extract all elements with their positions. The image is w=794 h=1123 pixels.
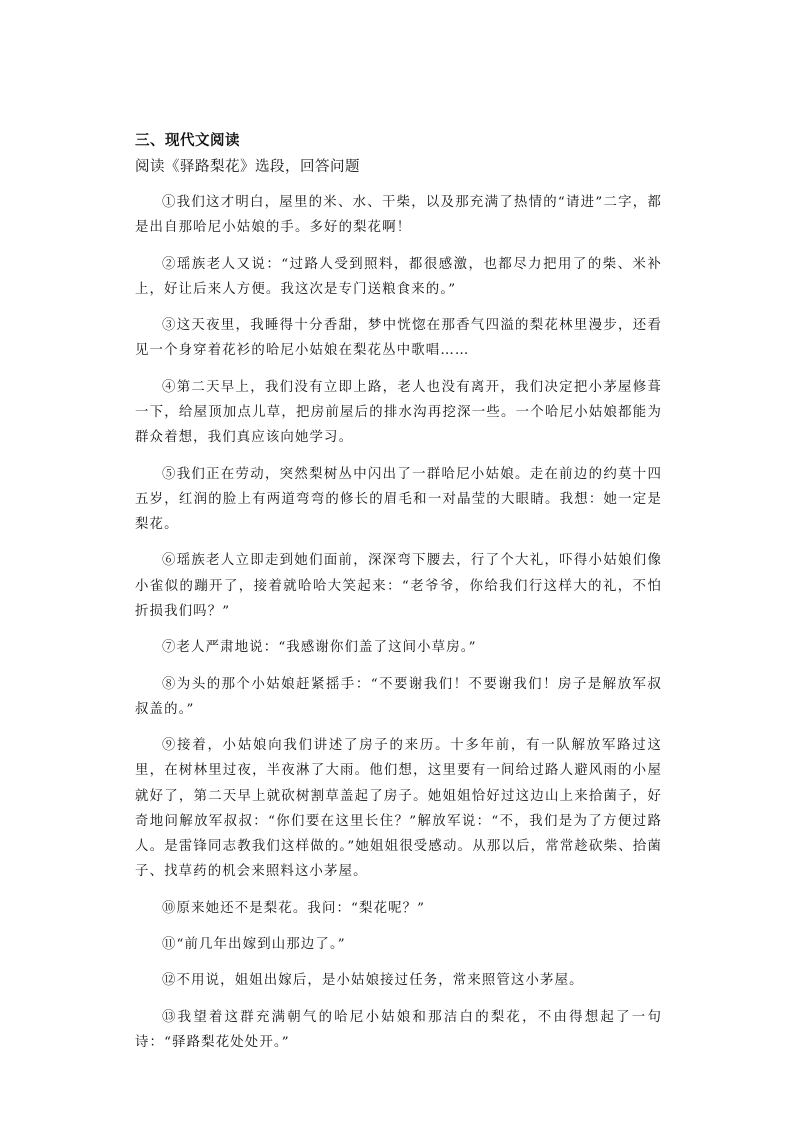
reading-instruction: 阅读《驿路梨花》选段，回答问题 [135,159,360,175]
passage-paragraph-13: ⑬我望着这群充满朝气的哈尼小姑娘和那洁白的梨花，不由得想起了一句诗：“驿路梨花处处开。” [135,1009,662,1050]
passage-paragraph-10: ⑩原来她还不是梨花。我问：“梨花呢？” [162,900,426,916]
passage-paragraph-2: ②瑶族老人又说：“过路人受到照料，都很感激，也都尽力把用了的柴、米补上，好让后来人方便。我这次是专门送粮食来的。” [135,256,662,297]
passage-paragraph-8: ⑧为头的那个小姑娘赶紧摇手：“不要谢我们！不要谢我们！房子是解放军叔叔盖的。” [135,676,662,717]
section-heading: 三、现代文阅读 [135,133,240,149]
passage-paragraph-11: ⑪“前几年出嫁到山那边了。” [162,936,346,952]
passage-paragraph-7: ⑦老人严肃地说：“我感谢你们盖了这间小草房。” [162,640,477,656]
passage-paragraph-9: ⑨接着，小姑娘向我们讲述了房子的来历。十多年前，有一队解放军路过这里，在树林里过夜，半夜淋了大雨。他们想，这里要有一间给过路人避风雨的小屋就好了，第二天早上就砍树割草盖起了房子。她姐姐恰好过这边山上来拾菌子，好奇地问解放军叔叔：“你们要在这里长住？”解放军说：“不，我们是为了方便过路人。是雷锋同志教我们这样做的。”她姐姐很受感动。从那以后，常常趁砍柴、拾菌子、找草药的机会来照料这小茅屋。 [135,738,662,880]
passage-paragraph-3: ③这天夜里，我睡得十分香甜，梦中恍惚在那香气四溢的梨花林里漫步，还看见一个身穿着花衫的哈尼小姑娘在梨花丛中歌唱…… [135,318,662,359]
passage-paragraph-6: ⑥瑶族老人立即走到她们面前，深深弯下腰去，行了个大礼，吓得小姑娘们像小雀似的蹦开了，接着就哈哈大笑起来：“老爷爷，你给我们行这样大的礼，不怕折损我们吗？” [135,553,662,619]
reading-passage [135,190,662,1055]
passage-paragraph-4: ④第二天早上，我们没有立即上路，老人也没有离开，我们决定把小茅屋修葺一下，给屋顶加点儿草，把房前屋后的排水沟再挖深一些。一个哈尼小姑娘都能为群众着想，我们真应该向她学习。 [135,379,662,446]
passage-paragraph-5: ⑤我们正在劳动，突然梨树丛中闪出了一群哈尼小姑娘。走在前边的约莫十四五岁，红润的脸上有两道弯弯的修长的眉毛和一对晶莹的大眼睛。我想：她一定是梨花。 [135,466,662,532]
passage-paragraph-12: ⑫不用说，姐姐出嫁后，是小姑娘接过任务，常来照管这小茅屋。 [162,973,584,989]
passage-paragraph-1: ①我们这才明白，屋里的米、水、干柴，以及那充满了热情的“请进”二字，都是出自那哈尼小姑娘的手。多好的梨花啊！ [135,195,662,236]
